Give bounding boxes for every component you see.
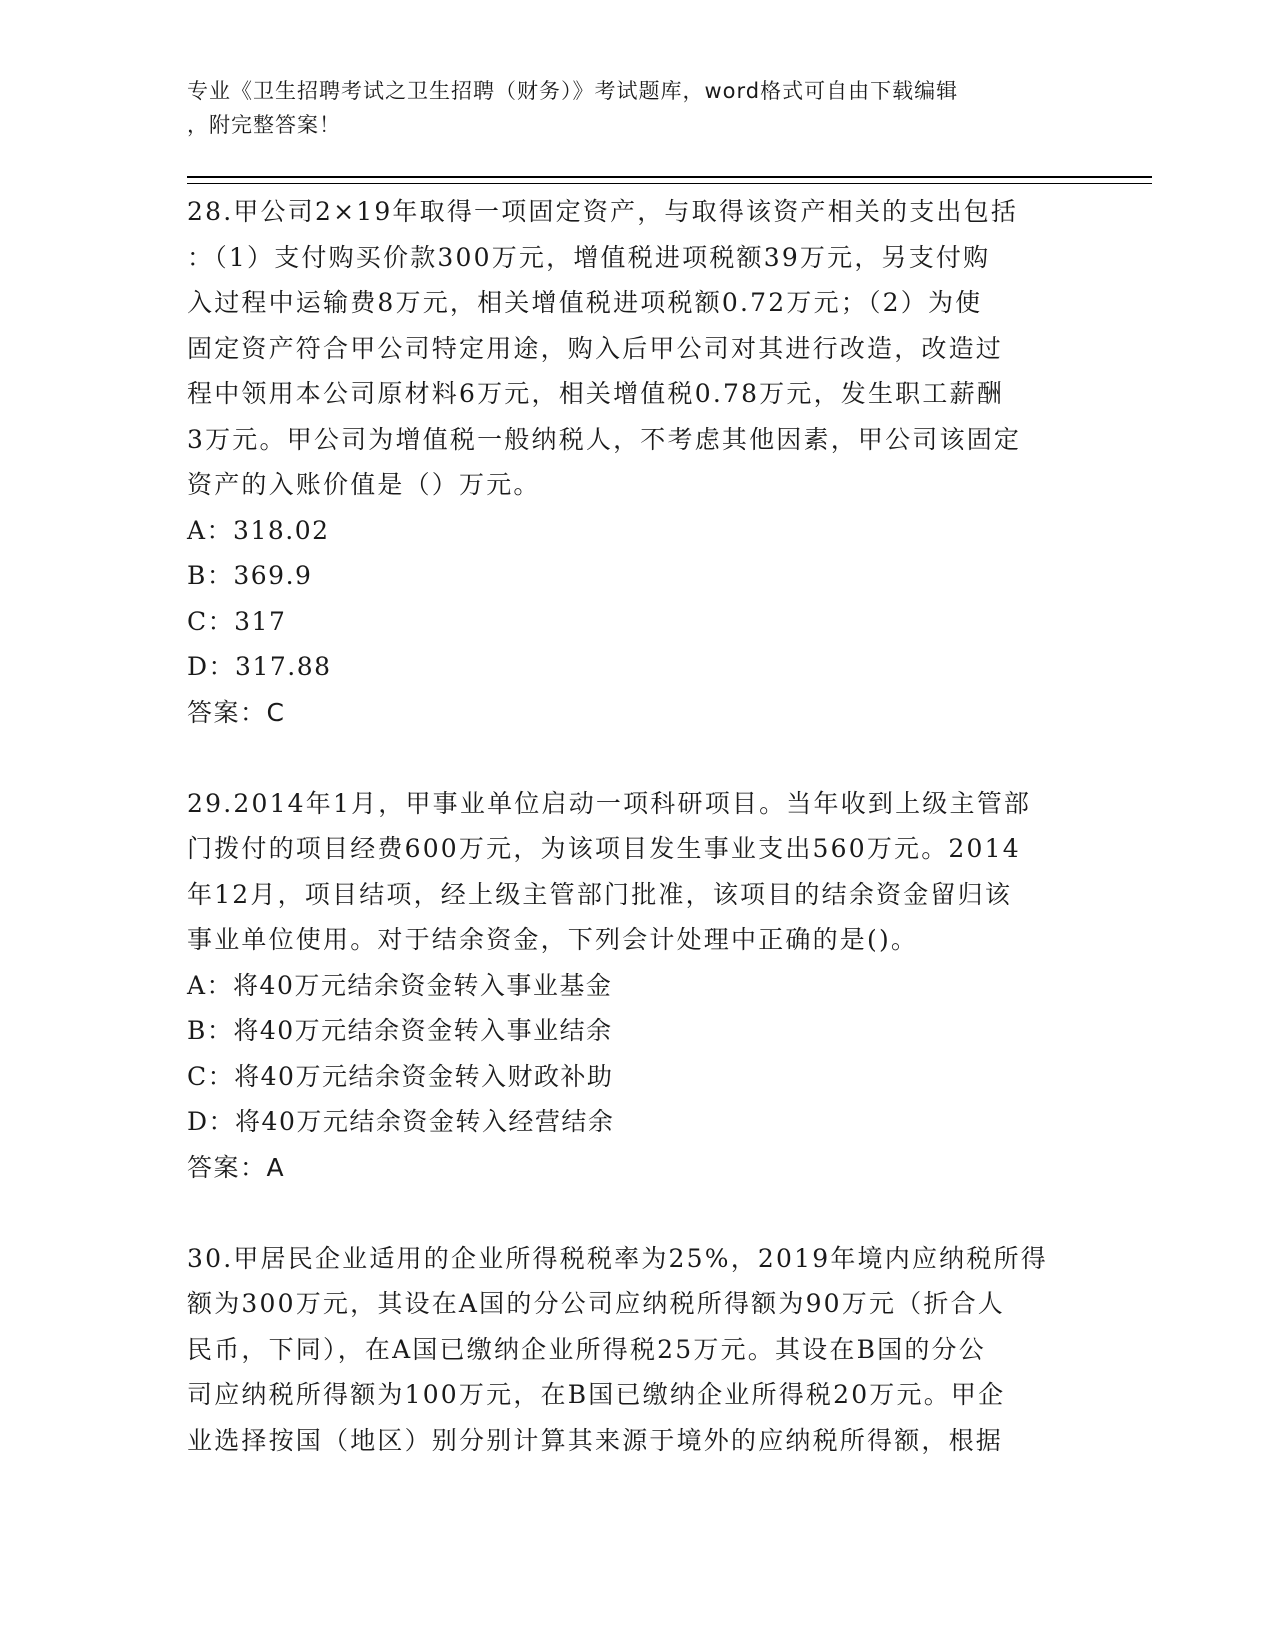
question-29 <box>187 781 1087 1191</box>
question-stem <box>187 189 1087 508</box>
stem-line: 固定资产符合甲公司特定用途，购入后甲公司对其进行改造，改造过 <box>187 333 1004 363</box>
stem-line: 额为300万元，其设在A国的分公司应纳税所得额为90万元（折合人 <box>187 1289 1005 1318</box>
option-b: B：369.9 <box>187 561 313 590</box>
header-line-1: 专业《卫生招聘考试之卫生招聘（财务）》考试题库，word格式可自由下载编辑 <box>187 79 959 103</box>
option-d: D：317.88 <box>187 652 332 681</box>
answer: 答案：A <box>187 1152 286 1182</box>
question-30 <box>187 1236 1087 1464</box>
question-spacer <box>187 1190 1087 1236</box>
option-b: B：将40万元结余资金转入事业结余 <box>187 1016 613 1045</box>
header-line-2: ，附完整答案！ <box>187 113 341 137</box>
stem-line: 入过程中运输费8万元，相关增值税进项税额0.72万元；（2）为使 <box>187 288 983 317</box>
document-header <box>187 74 1087 142</box>
stem-line: 司应纳税所得额为100万元，在B国已缴纳企业所得税20万元。甲企 <box>187 1380 1006 1409</box>
option-d: D：将40万元结余资金转入经营结余 <box>187 1107 615 1136</box>
stem-line: 事业单位使用。对于结余资金，下列会计处理中正确的是()。 <box>187 925 919 954</box>
stem-line: 年12月，项目结项，经上级主管部门批准，该项目的结余资金留归该 <box>187 879 1013 909</box>
stem-line: 资产的入账价值是（）万元。 <box>187 470 541 499</box>
stem-line: 门拨付的项目经费600万元，为该项目发生事业支出560万元。2014 <box>187 834 1021 863</box>
stem-line: 29.2014年1月，甲事业单位启动一项科研项目。当年收到上级主管部 <box>187 788 1032 818</box>
stem-line: 业选择按国（地区）别分别计算其来源于境外的应纳税所得额，根据 <box>187 1425 1004 1455</box>
stem-line: 程中领用本公司原材料6万元，相关增值税0.78万元，发生职工薪酬 <box>187 379 1004 408</box>
stem-line: ：（1）支付购买价款300万元，增值税进项税额39万元，另支付购 <box>187 242 991 272</box>
stem-line: 3万元。甲公司为增值税一般纳税人，不考虑其他因素，甲公司该固定 <box>187 424 1022 454</box>
question-stem <box>187 781 1087 963</box>
option-a: A：将40万元结余资金转入事业基金 <box>187 970 613 1000</box>
header-divider-thick <box>187 176 1152 178</box>
stem-line: 28.甲公司2×19年取得一项固定资产，与取得该资产相关的支出包括 <box>187 197 1019 226</box>
option-a: A：318.02 <box>187 515 330 545</box>
question-list <box>187 189 1087 1463</box>
answer: 答案：C <box>187 697 286 727</box>
stem-line: 30.甲居民企业适用的企业所得税税率为25%，2019年境内应纳税所得 <box>187 1243 1048 1273</box>
question-spacer <box>187 735 1087 781</box>
option-c: C：317 <box>187 606 287 636</box>
question-28 <box>187 189 1087 735</box>
header-divider-thin <box>187 183 1152 184</box>
question-stem <box>187 1236 1087 1464</box>
stem-line: 民币，下同），在A国已缴纳企业所得税25万元。其设在B国的分公 <box>187 1334 986 1364</box>
option-c: C：将40万元结余资金转入财政补助 <box>187 1061 614 1091</box>
